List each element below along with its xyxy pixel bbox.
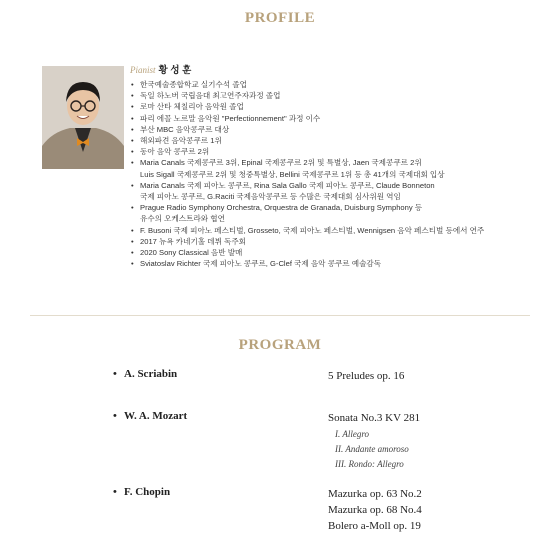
bio-item-line: • F. Busoni 국제 피아노 페스티벌, Grosseto, 국제 피아노 페스티벌, Wennigsen 음악 페스티벌 등에서 연주	[140, 225, 485, 235]
bio-item-line: • 파리 에꼴 노르말 음악원 "Perfectionnement" 과정 이수	[140, 113, 321, 123]
works-list	[328, 368, 404, 384]
bio-item	[130, 247, 540, 258]
bio-item	[130, 180, 540, 202]
work-title: 5 Preludes op. 16	[328, 370, 405, 382]
bio-item-line: 국제 피아노 콩쿠르, G.Raciti 국제음악콩쿠르 등 수많은 국제대회 심사위원 역임	[140, 192, 401, 202]
works-list	[328, 486, 422, 534]
bio-block	[130, 62, 540, 269]
bio-item-line: • 해외파견 음악콩쿠르 1위	[140, 136, 222, 146]
pianist-photo	[42, 66, 124, 169]
work-title: Mazurka op. 63 No.2	[328, 488, 422, 500]
bio-item-line: • 동아 음악 콩쿠르 2위	[140, 147, 210, 157]
bio-item	[130, 113, 540, 124]
bio-item	[130, 258, 540, 269]
profile-heading: PROFILE	[244, 10, 316, 26]
pianist-name: 황 성 훈	[158, 65, 192, 76]
bio-item-line: 유수의 오케스트라와 협연	[140, 214, 225, 224]
works-list	[328, 410, 420, 472]
work-title: Sonata No.3 KV 281	[328, 412, 421, 424]
work-title: Bolero a-Moll op. 19	[328, 520, 421, 532]
bio-item-line: • 2020 Sony Classical 음반 발매	[140, 248, 243, 258]
bio-item-line: • Sviatoslav Richter 국제 피아노 콩쿠르, G-Clef 국제 음악 콩쿠르 예술감독	[140, 259, 382, 269]
bio-item	[130, 79, 540, 90]
bio-list	[130, 79, 540, 269]
movement-list	[328, 427, 420, 472]
movement-title: II. Andante amoroso	[335, 444, 409, 454]
portrait-image	[42, 66, 124, 169]
bio-item	[130, 146, 540, 157]
composer-name: • A. Scriabin	[124, 368, 177, 380]
bio-item-line: • 부산 MBC 음악콩쿠르 대상	[140, 124, 230, 134]
section-divider	[30, 315, 530, 316]
bio-item	[130, 135, 540, 146]
bio-item	[130, 202, 540, 224]
bio-item	[130, 101, 540, 112]
bio-header	[130, 62, 540, 76]
movement-title: III. Rondo: Allegro	[335, 459, 404, 469]
bio-item	[130, 90, 540, 101]
bio-item	[130, 157, 540, 179]
composer-name: • W. A. Mozart	[124, 410, 187, 422]
work-title: Mazurka op. 68 No.4	[328, 504, 422, 516]
composer-name: • F. Chopin	[124, 486, 170, 498]
bio-item-line: • 로마 산타 체칠리아 음악원 졸업	[140, 102, 244, 112]
bio-item-line: • 독일 하노버 국립음대 최고연주자과정 졸업	[140, 91, 281, 101]
bio-item	[130, 225, 540, 236]
program-heading: PROGRAM	[238, 337, 322, 353]
bio-item-line: Luis Sigall 국제콩쿠르 2위 및 청중특별상, Bellini 국제콩쿠르 1위 등 총 41개의 국제대회 입상	[140, 169, 445, 179]
bio-item	[130, 236, 540, 247]
bio-item	[130, 124, 540, 135]
bio-item-line: • Maria Canals 국제콩쿠르 3위, Epinal 국제콩쿠르 2위 및 특별상, Jaen 국제콩쿠르 2위	[140, 158, 422, 168]
role-label: Pianist	[130, 65, 156, 75]
bio-item-line: • Maria Canals 국제 피아노 콩쿠르, Rina Sala Gallo 국제 피아노 콩쿠르, Claude Bonneton	[140, 180, 435, 190]
bio-item-line: • 한국예술종합학교 실기수석 졸업	[140, 80, 247, 89]
movement-title: I. Allegro	[335, 429, 369, 439]
bio-item-line: • 2017 뉴욕 카네기홀 데뷔 독주회	[140, 236, 247, 246]
bio-item-line: • Prague Radio Symphony Orchestra, Orquestra de Granada, Duisburg Symphony 등	[140, 203, 423, 213]
